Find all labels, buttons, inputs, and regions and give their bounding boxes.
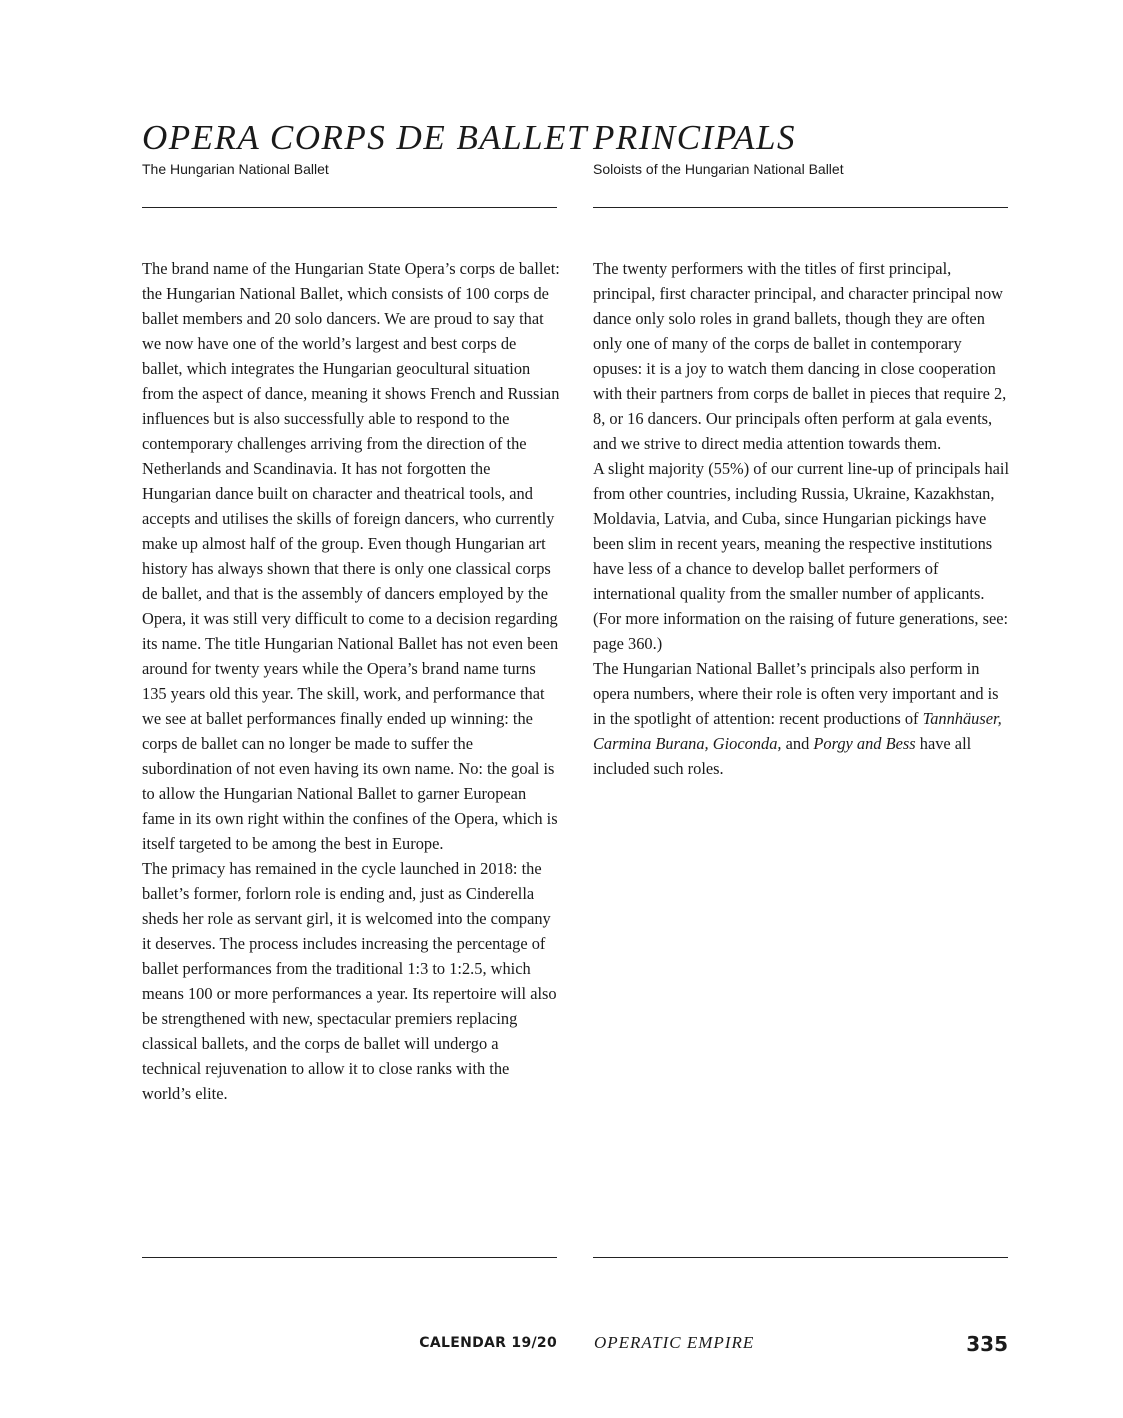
right-subheading: Soloists of the Hungarian National Ballet: [593, 161, 844, 177]
right-heading: PRINCIPALS: [593, 118, 796, 157]
left-heading: OPERA CORPS DE BALLET: [142, 118, 588, 157]
footer-section-title: OPERATIC EMPIRE: [594, 1333, 755, 1352]
right-paragraph-3-outro: have all included such roles.: [593, 734, 972, 778]
footer-calendar-label: CALENDAR 19/20: [419, 1335, 557, 1351]
left-bottom-divider: [142, 1257, 557, 1258]
right-paragraph-1: The twenty performers with the titles of first principal, principal, first character principal, and character principal now dance only solo roles in grand ballets, though they are often only one of many of the corps de ballet in contemporary opuses: it is a joy to watch them dancing in close cooperation with their partners from corps de ballet in pieces that require 2, 8, or 16 dancers. Our principals often perform at gala events, and we strive to direct media attention towards them.: [593, 259, 1007, 453]
right-paragraph-3: [593, 656, 1011, 781]
left-body-text: [142, 256, 560, 1106]
left-paragraph-1: The brand name of the Hungarian State Opera’s corps de ballet: the Hungarian National Ballet, which consists of 100 corps de ballet members and 20 solo dancers. We are proud to say that we now have one of the world’s largest and best corps de ballet, which integrates the Hungarian geocultural situation from the aspect of dance, meaning it shows French and Russian influences but is also successfully able to respond to the contemporary challenges arriving from the direction of the Netherlands and Scandinavia. It has not forgotten the Hungarian dance built on character and theatrical tools, and accepts and utilises the skills of foreign dancers, who currently make up almost half of the group. Even though Hungarian art history has always shown that there is only one classical corps de ballet, and that is the assembly of dancers employed by the Opera, it was still very difficult to come to a decision regarding its name. The title Hungarian National Ballet has not even been around for twenty years while the Opera’s brand name turns 135 years old this year. The skill, work, and performance that we see at ballet performances finally ended up winning: the corps de ballet can no longer be made to suffer the subordination of not even having its own name. No: the goal is to allow the Hungarian National Ballet to garner European fame in its own right within the confines of the Opera, which is itself targeted to be among the best in Europe.: [142, 259, 560, 853]
right-column-header: [593, 118, 1008, 178]
page-number: 335: [966, 1332, 1008, 1356]
production-titles: Tannhäuser, Carmina Burana, Gioconda,: [593, 709, 1002, 753]
right-top-divider: [593, 207, 1008, 208]
left-top-divider: [142, 207, 557, 208]
right-bottom-divider: [593, 1257, 1008, 1258]
right-paragraph-3-intro: The Hungarian National Ballet’s principals also perform in opera numbers, where their role is often very important and is in the spotlight of attention: recent productions of: [593, 659, 999, 728]
right-paragraph-2: A slight majority (55%) of our current line-up of principals hail from other countries, including Russia, Ukraine, Kazakhstan, Moldavia, Latvia, and Cuba, since Hungarian pickings have been slim in recent years, meaning the respective institutions have less of a chance to develop ballet performers of international quality from the smaller number of applicants. (For more information on the raising of future generations, see: page 360.): [593, 459, 1010, 653]
left-column-header: [142, 118, 588, 178]
left-paragraph-2: The primacy has remained in the cycle launched in 2018: the ballet’s former, forlorn role is ending and, just as Cinderella sheds her role as servant girl, it is welcomed into the company it deserves. The process includes increasing the percentage of ballet performances from the traditional 1:3 to 1:2.5, which means 100 or more performances a year. Its repertoire will also be strengthened with new, spectacular premiers replacing classical ballets, and the corps de ballet will undergo a technical rejuvenation to allow it to close ranks with the world’s elite.: [142, 859, 557, 1103]
right-paragraph-3-mid: and: [781, 734, 814, 753]
left-subheading: The Hungarian National Ballet: [142, 161, 329, 177]
production-title-porgy: Porgy and Bess: [813, 734, 916, 753]
right-body-text: [593, 256, 1011, 781]
